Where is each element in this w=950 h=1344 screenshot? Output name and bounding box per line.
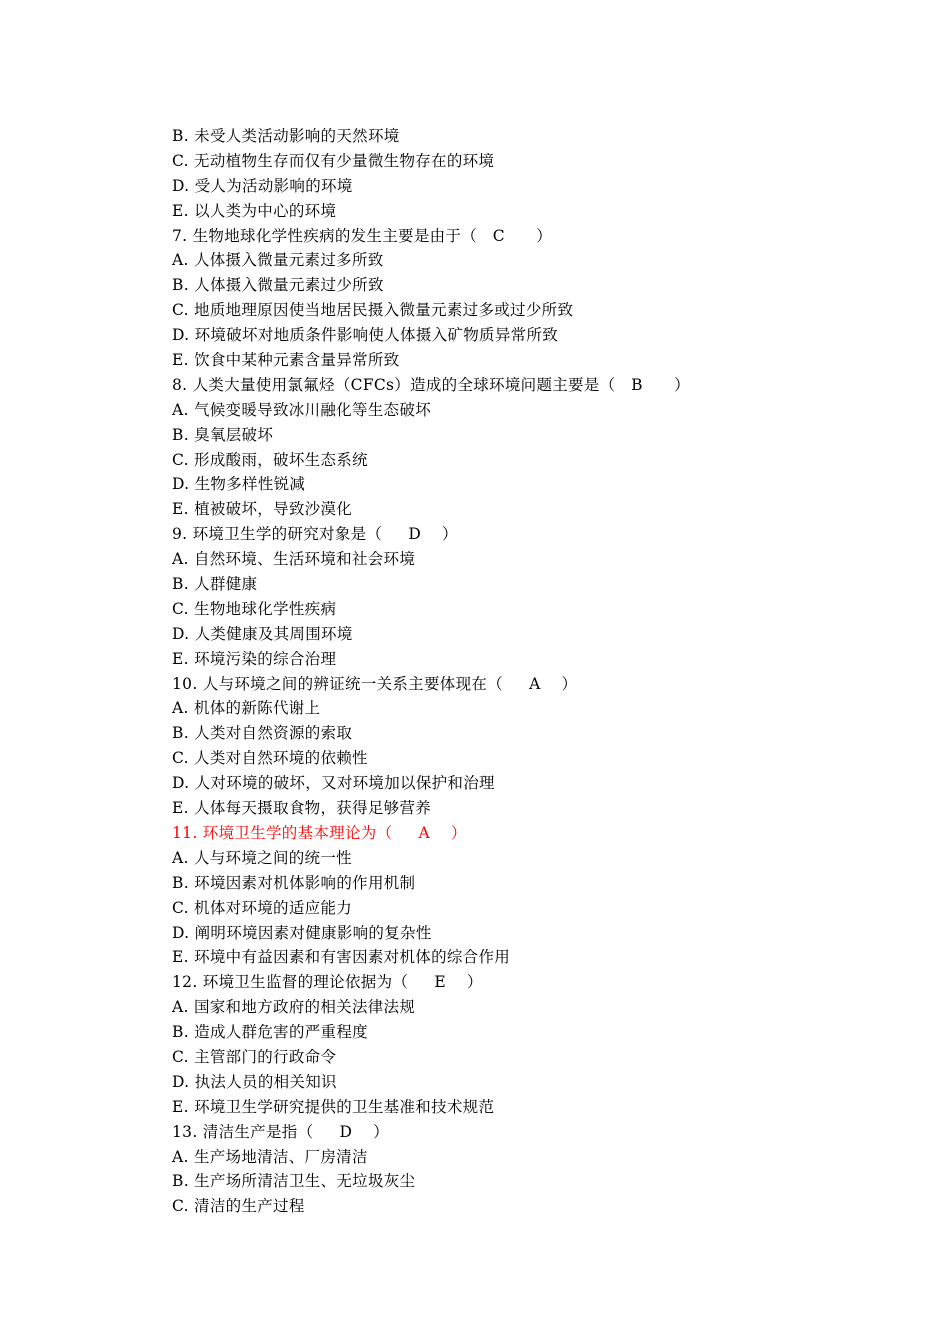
text-line: B. 未受人类活动影响的天然环境 xyxy=(172,127,400,145)
text-line: A. 国家和地方政府的相关法律法规 xyxy=(172,998,416,1017)
text-line: 13. 清洁生产是指（ D ） xyxy=(172,1122,389,1141)
text-line: C. 形成酸雨，破坏生态系统 xyxy=(172,450,368,469)
text-line: A. 气候变暖导致冰川融化等生态破坏 xyxy=(172,400,431,419)
text-line: 7. 生物地球化学性疾病的发生主要是由于（ C ） xyxy=(172,226,553,245)
text-line: D. 生物多样性锐减 xyxy=(172,475,306,494)
text-line: B. 造成人群危害的严重程度 xyxy=(172,1023,368,1042)
text-line: A. 机体的新陈代谢上 xyxy=(172,699,321,718)
text-line: C. 人类对自然环境的依赖性 xyxy=(172,749,368,768)
text-line: E. 饮食中某种元素含量异常所致 xyxy=(172,351,400,370)
text-line: C. 生物地球化学性疾病 xyxy=(172,599,337,618)
text-line: D. 人对环境的破坏，又对环境加以保护和治理 xyxy=(172,774,495,793)
text-line: D. 执法人员的相关知识 xyxy=(172,1072,337,1091)
text-line: C. 无动植物生存而仅有少量微生物存在的环境 xyxy=(172,151,495,170)
text-line: E. 环境污染的综合治理 xyxy=(172,649,337,668)
text-line: A. 生产场地清洁、厂房清洁 xyxy=(172,1147,368,1166)
text-line: C. 主管部门的行政命令 xyxy=(172,1047,337,1066)
text-line: A. 人体摄入微量元素过多所致 xyxy=(172,251,384,270)
text-line: E. 以人类为中心的环境 xyxy=(172,201,337,220)
text-line: B. 生产场所清洁卫生、无垃圾灰尘 xyxy=(172,1172,416,1191)
text-line: E. 人体每天摄取食物，获得足够营养 xyxy=(172,799,432,818)
text-line: C. 地质地理原因使当地居民摄入微量元素过多或过少所致 xyxy=(172,301,574,320)
text-line: 8. 人类大量使用氯氟烃（CFCs）造成的全球环境问题主要是（ B ） xyxy=(172,375,690,394)
text-line: 9. 环境卫生学的研究对象是（ D ） xyxy=(172,525,458,544)
text-line: E. 环境卫生学研究提供的卫生基准和技术规范 xyxy=(172,1097,495,1116)
text-line: B. 人群健康 xyxy=(172,575,258,594)
text-line: 12. 环境卫生监督的理论依据为（ E ） xyxy=(172,973,483,992)
text-line: A. 自然环境、生活环境和社会环境 xyxy=(172,550,416,569)
text-line: E. 植被破坏，导致沙漠化 xyxy=(172,500,353,519)
text-line: D. 阐明环境因素对健康影响的复杂性 xyxy=(172,923,432,942)
text-line: B. 人体摄入微量元素过少所致 xyxy=(172,276,384,295)
text-line: D. 环境破坏对地质条件影响使人体摄入矿物质异常所致 xyxy=(172,326,559,345)
text-line: B. 人类对自然资源的索取 xyxy=(172,724,353,743)
text-line: A. 人与环境之间的统一性 xyxy=(172,848,352,867)
text-line: 10. 人与环境之间的辨证统一关系主要体现在（ A ） xyxy=(172,674,578,693)
text-line: C. 清洁的生产过程 xyxy=(172,1197,305,1216)
highlighted-question-line: 11. 环境卫生学的基本理论为（ A ） xyxy=(172,823,467,842)
text-line: B. 臭氧层破坏 xyxy=(172,425,274,444)
text-line: E. 环境中有益因素和有害因素对机体的综合作用 xyxy=(172,948,511,967)
text-line: B. 环境因素对机体影响的作用机制 xyxy=(172,873,416,892)
text-line: C. 机体对环境的适应能力 xyxy=(172,898,353,917)
text-line: D. 人类健康及其周围环境 xyxy=(172,624,353,643)
text-line: D. 受人为活动影响的环境 xyxy=(172,176,353,195)
document-page xyxy=(172,124,892,1219)
